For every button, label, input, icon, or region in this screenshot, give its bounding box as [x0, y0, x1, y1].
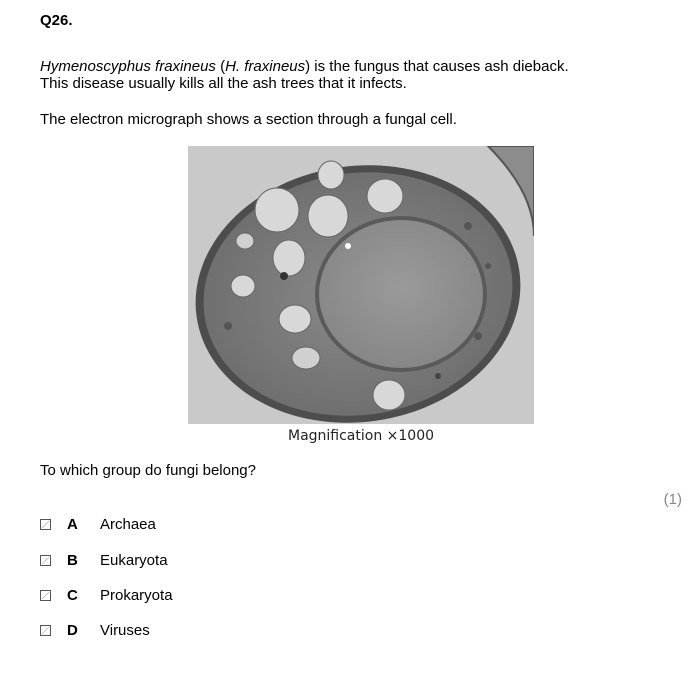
checkbox-icon[interactable] [40, 590, 51, 601]
option-text: Eukaryota [100, 551, 168, 569]
checkbox-icon[interactable] [40, 555, 51, 566]
intro-line-2: This disease usually kills all the ash trees that it infects. [40, 75, 407, 92]
micrograph-caption: Magnification ×1000 [287, 428, 435, 444]
option-text: Prokaryota [100, 586, 173, 604]
option-letter: D [67, 621, 78, 639]
option-text: Archaea [100, 515, 156, 533]
electron-micrograph [188, 146, 534, 424]
checkbox-icon[interactable] [40, 625, 51, 636]
option-letter: A [67, 515, 78, 533]
micrograph-description: The electron micrograph shows a section through a fungal cell. [40, 111, 457, 128]
option-letter: C [67, 586, 78, 604]
intro-paren: ( [215, 58, 226, 75]
checkbox-icon[interactable] [40, 519, 51, 530]
option-letter: B [67, 551, 78, 569]
question-intro [40, 58, 569, 92]
micrograph-image [188, 146, 534, 424]
option-c[interactable] [40, 585, 240, 605]
option-a[interactable] [40, 514, 240, 534]
intro-line-1-rest: ) is the fungus that causes ash dieback. [305, 58, 569, 75]
species-name: Hymenoscyphus fraxineus [40, 58, 216, 75]
marks-label: (1) [663, 491, 682, 508]
species-abbrev: H. fraxineus [225, 58, 306, 75]
question-prompt: To which group do fungi belong? [40, 462, 256, 479]
option-b[interactable] [40, 550, 240, 570]
option-text: Viruses [100, 621, 150, 639]
option-d[interactable] [40, 620, 240, 640]
intro-line-1 [40, 58, 569, 75]
question-number: Q26. [40, 12, 73, 29]
